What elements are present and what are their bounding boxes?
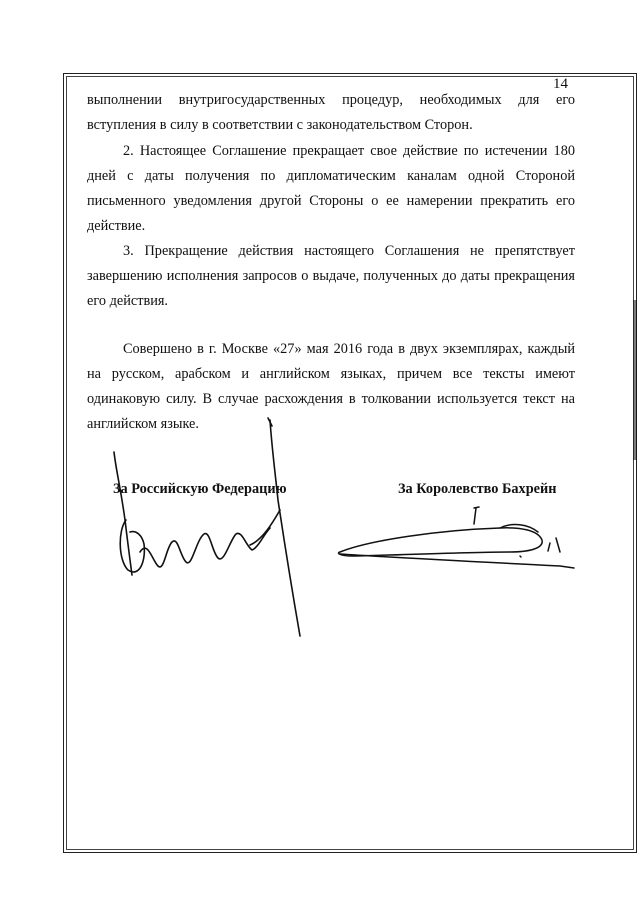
page-number: 14 — [553, 76, 568, 92]
paragraph-continuation: выполнении внутригосударственных процедур, необходимых для его вступления в силу в соответствии с законодательством Сторон. — [87, 92, 575, 133]
signature-bahrain-mark — [339, 507, 575, 568]
paragraph-done-at: Совершено в г. Москве «27» мая 2016 года в двух экземплярах, каждый на русском, арабском и английском языках, причем все тексты имеют одинаковую силу. В случае расхождения в толковании используется текст на английском языке. — [87, 341, 575, 432]
paragraph-clause-2: 2. Настоящее Соглашение прекращает свое действие по истечении 180 дней с даты получения по дипломатическим каналам одной Стороной письменного уведомления другой Стороны о ее намерении прекратить его действие. — [87, 143, 575, 234]
signature-russia-mark — [114, 418, 300, 636]
signature-label-russia: За Российскую Федерацию — [113, 481, 287, 497]
signature-label-bahrain: За Королевство Бахрейн — [398, 481, 557, 497]
paragraph-clause-3: 3. Прекращение действия настоящего Соглашения не препятствует завершению исполнения запросов о выдаче, полученных до даты прекращения его действия. — [87, 243, 575, 309]
